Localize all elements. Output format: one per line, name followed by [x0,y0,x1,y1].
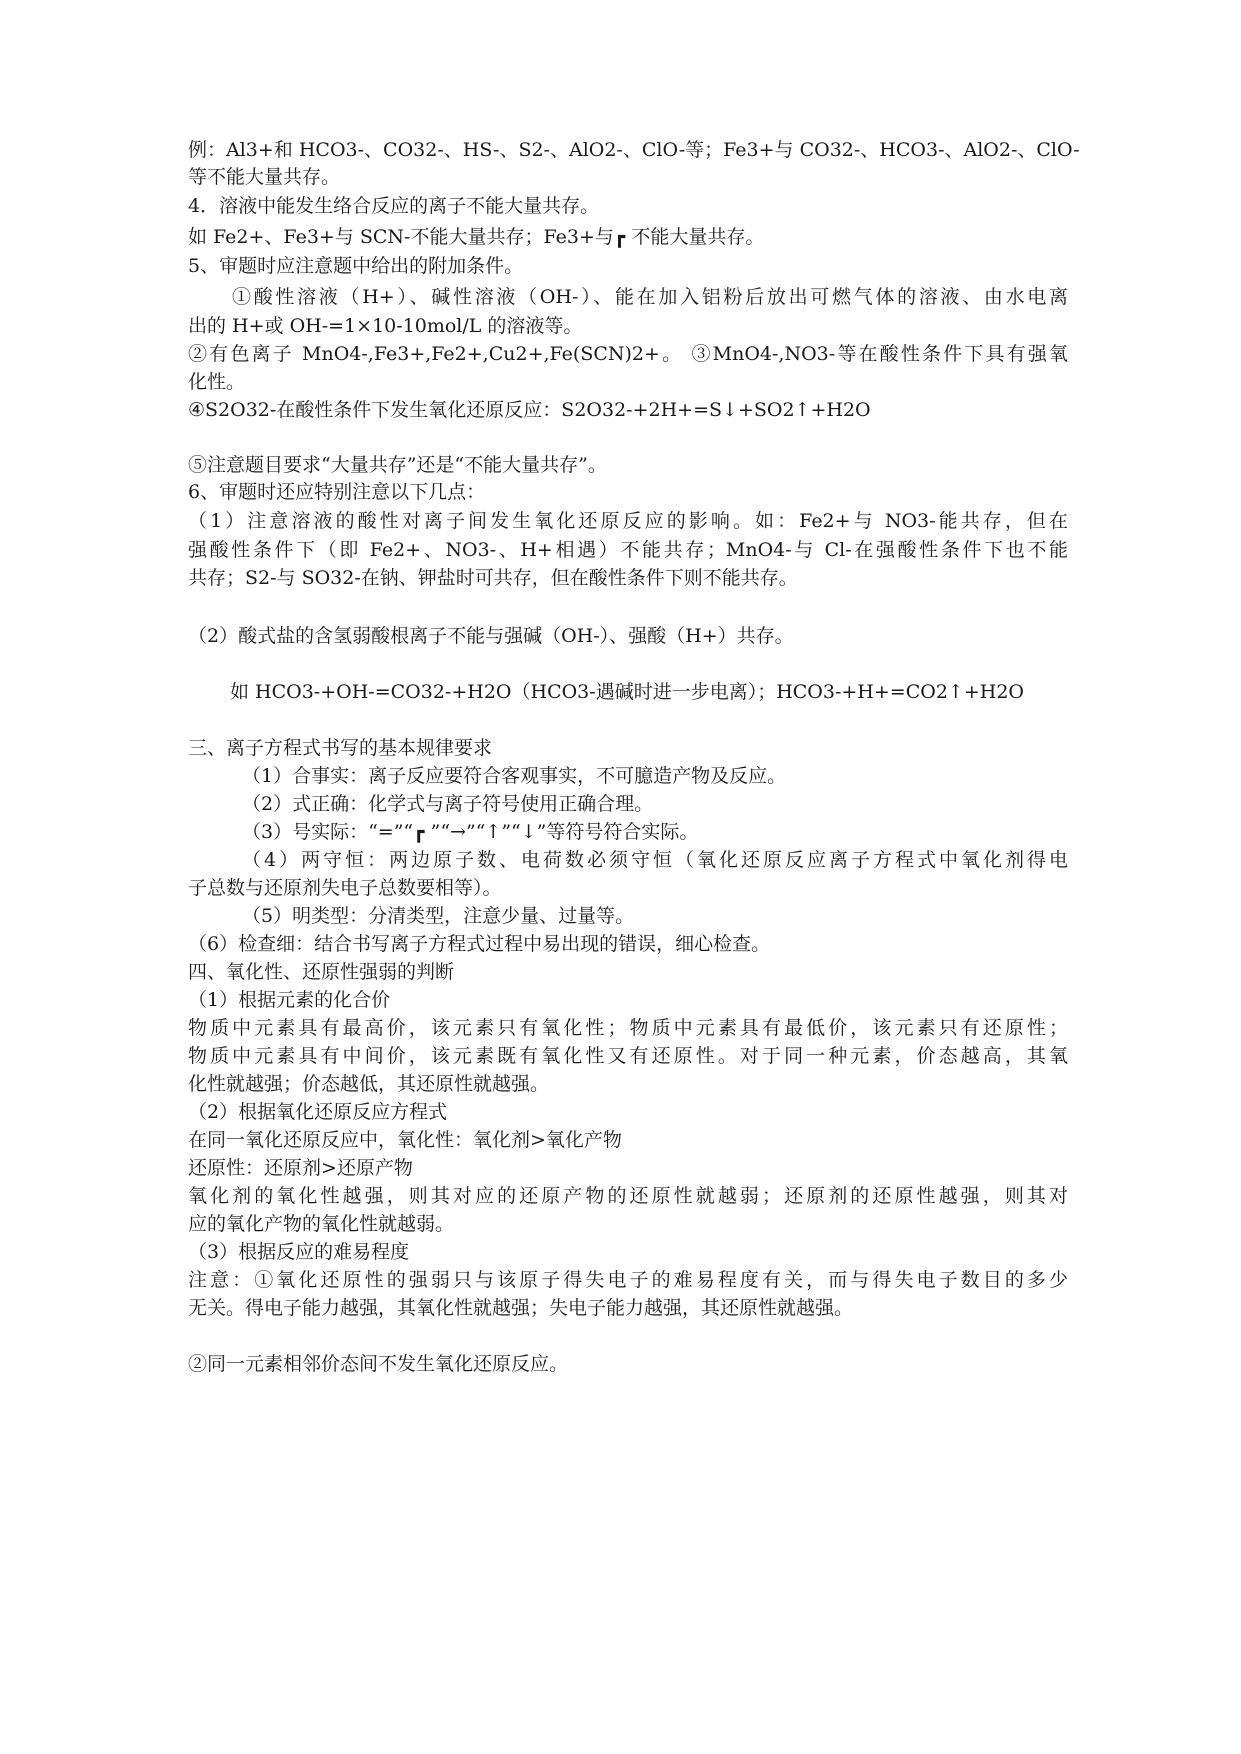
text-line: （3）根据反应的难易程度 [188,1241,410,1263]
text-line: 如 HCO3-+OH-=CO32-+H2O（HCO3-遇碱时进一步电离）；HCO3-+H+=CO2↑+H2O [230,681,1024,703]
text-line: 4．溶液中能发生络合反应的离子不能大量共存。 [188,195,600,217]
text-line: （4）两守恒：两边原子数、电荷数必须守恒（氧化还原反应离子方程式中氧化剂得电 [242,849,1068,871]
text-line: 出的 H+或 OH-=1×10-10mol/L 的溶液等。 [188,315,583,337]
text-line: ②同一元素相邻价态间不发生氧化还原反应。 [188,1353,569,1375]
text-line: 强酸性条件下（即 Fe2+、NO3-、H+相遇）不能共存；MnO4-与 Cl-在强酸性条件下也不能 [188,539,1068,561]
text-line: （2）酸式盐的含氢弱酸根离子不能与强碱（OH-）、强酸（H+）共存。 [188,625,794,647]
text-line: 化性。 [188,371,246,393]
text-line: 氧化剂的氧化性越强，则其对应的还原产物的还原性就越弱；还原剂的还原性越强，则其对 [188,1185,1068,1207]
text-line: 例：Al3+和 HCO3-、CO32-、HS-、S2-、AlO2-、ClO-等；Fe3+与 CO32-、HCO3-、AlO2-、ClO- [188,139,1080,161]
text-line: 子总数与还原剂失电子总数要相等）。 [188,877,502,899]
text-line: （5）明类型：分清类型，注意少量、过量等。 [242,905,635,927]
text-line: 三、离子方程式书写的基本规律要求 [188,737,493,759]
text-line: ④S2O32-在酸性条件下发生氧化还原反应：S2O32-+2H+=S↓+SO2↑+H2O [188,399,871,421]
text-line: 等不能大量共存。 [188,166,341,188]
text-line: ①酸性溶液（H+）、碱性溶液（OH-）、能在加入铝粉后放出可燃气体的溶液、由水电离 [232,286,1068,308]
text-line: （1）注意溶液的酸性对离子间发生氧化还原反应的影响。如：Fe2+与 NO3-能共存，但在 [188,510,1068,532]
text-line: 还原性：还原剂>还原产物 [188,1157,413,1179]
text-line: 应的氧化产物的氧化性就越弱。 [188,1213,455,1235]
text-line: 物质中元素具有中间价，该元素既有氧化性又有还原性。对于同一种元素，价态越高，其氧 [188,1045,1068,1067]
text-line: 物质中元素具有最高价，该元素只有氧化性；物质中元素具有最低价，该元素只有还原性； [188,1017,1068,1039]
text-line: （1）合事实：离子反应要符合客观事实，不可臆造产物及反应。 [242,765,787,787]
text-line: （6）检查细：结合书写离子方程式过程中易出现的错误，细心检查。 [188,933,771,955]
text-line: 共存；S2-与 SO32-在钠、钾盐时可共存，但在酸性条件下则不能共存。 [188,567,798,589]
text-line: ②有色离子 MnO4-,Fe3+,Fe2+,Cu2+,Fe(SCN)2+。 ③MnO4-,NO3-等在酸性条件下具有强氧 [188,343,1068,365]
text-line: 化性就越强；价态越低，其还原性就越强。 [188,1073,550,1095]
text-line: （1）根据元素的化合价 [188,989,391,1011]
text-line: （3）号实际：“=”“┏ ”“→”“↑”“↓”等符号符合实际。 [242,821,699,843]
text-line: 在同一氧化还原反应中，氧化性：氧化剂>氧化产物 [188,1129,622,1151]
text-line: 无关。得电子能力越强，其氧化性就越强；失电子能力越强，其还原性就越强。 [188,1297,854,1319]
text-line: 5、审题时应注意题中给出的附加条件。 [188,255,524,277]
text-line: （2）根据氧化还原反应方程式 [188,1101,448,1123]
text-line: （2）式正确：化学式与离子符号使用正确合理。 [242,793,654,815]
text-line: 如 Fe2+、Fe3+与 SCN-不能大量共存；Fe3+与┏ 不能大量共存。 [188,226,765,248]
text-line: ⑤注意题目要求“大量共存”还是“不能大量共存”。 [188,454,607,476]
text-line: 注意：①氧化还原性的强弱只与该原子得失电子的难易程度有关，而与得失电子数目的多少 [188,1269,1068,1291]
text-line: 6、审题时还应特别注意以下几点： [188,481,486,503]
text-line: 四、氧化性、还原性强弱的判断 [188,961,455,983]
